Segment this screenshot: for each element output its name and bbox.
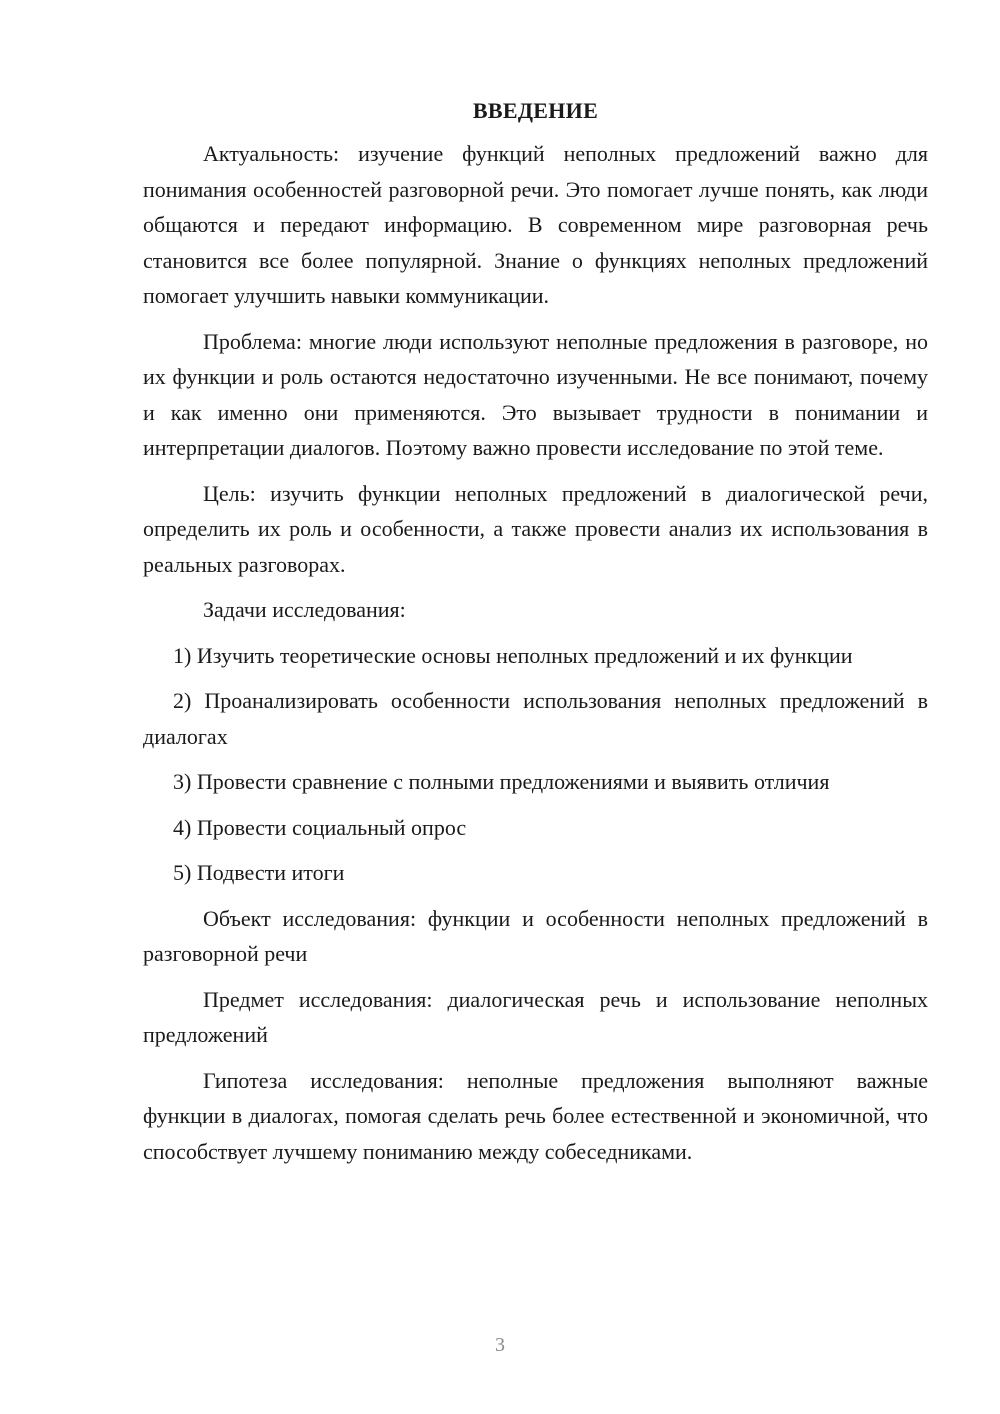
task-item-2: 2) Проанализировать особенности использования неполных предложений в диалогах xyxy=(143,688,928,749)
page-number: 3 xyxy=(495,1334,505,1356)
task-item-5: 5) Подвести итоги xyxy=(173,860,345,885)
task-item-4: 4) Провести социальный опрос xyxy=(173,814,467,840)
paragraph-hypothesis: Гипотеза исследования: неполные предложения выполняют важные функции в диалогах, помогая сделать речь более естественной и экономичной, что способствует лучшему пониманию между собеседниками. xyxy=(143,1067,928,1164)
paragraph-object: Объект исследования: функции и особенности неполных предложений в разговорной речи xyxy=(143,905,928,966)
task-item-3: 3) Провести сравнение с полными предложениями и выявить отличия xyxy=(173,769,830,794)
paragraph-subject: Предмет исследования: диалогическая речь и использование неполных предложений xyxy=(143,986,928,1047)
section-title: ВВЕДЕНИЕ xyxy=(472,98,599,123)
tasks-heading: Задачи исследования: xyxy=(203,597,406,622)
paragraph-problem: Проблема: многие люди используют неполные предложения в разговоре, но их функции и роль остаются недостаточно изученными. Не все понимают, почему и как именно они применяются. Это вызывает трудности в понимании и интерпретации диалогов. Поэтому важно провести исследование по этой теме. xyxy=(143,328,928,460)
paragraph-goal: Цель: изучить функции неполных предложений в диалогической речи, определить их роль и особенности, а также провести анализ их использования в реальных разговорах. xyxy=(143,480,928,577)
task-item-1: 1) Изучить теоретические основы неполных предложений и их функции xyxy=(173,642,853,668)
document-page xyxy=(143,96,928,1179)
paragraph-relevance: Актуальность: изучение функций неполных предложений важно для понимания особенностей разговорной речи. Это помогает лучше понять, как люди общаются и передают информацию. В современном мире разговорная речь становится все более популярной. Знание о функциях неполных предложений помогает улучшить навыки коммуникации. xyxy=(143,141,928,308)
